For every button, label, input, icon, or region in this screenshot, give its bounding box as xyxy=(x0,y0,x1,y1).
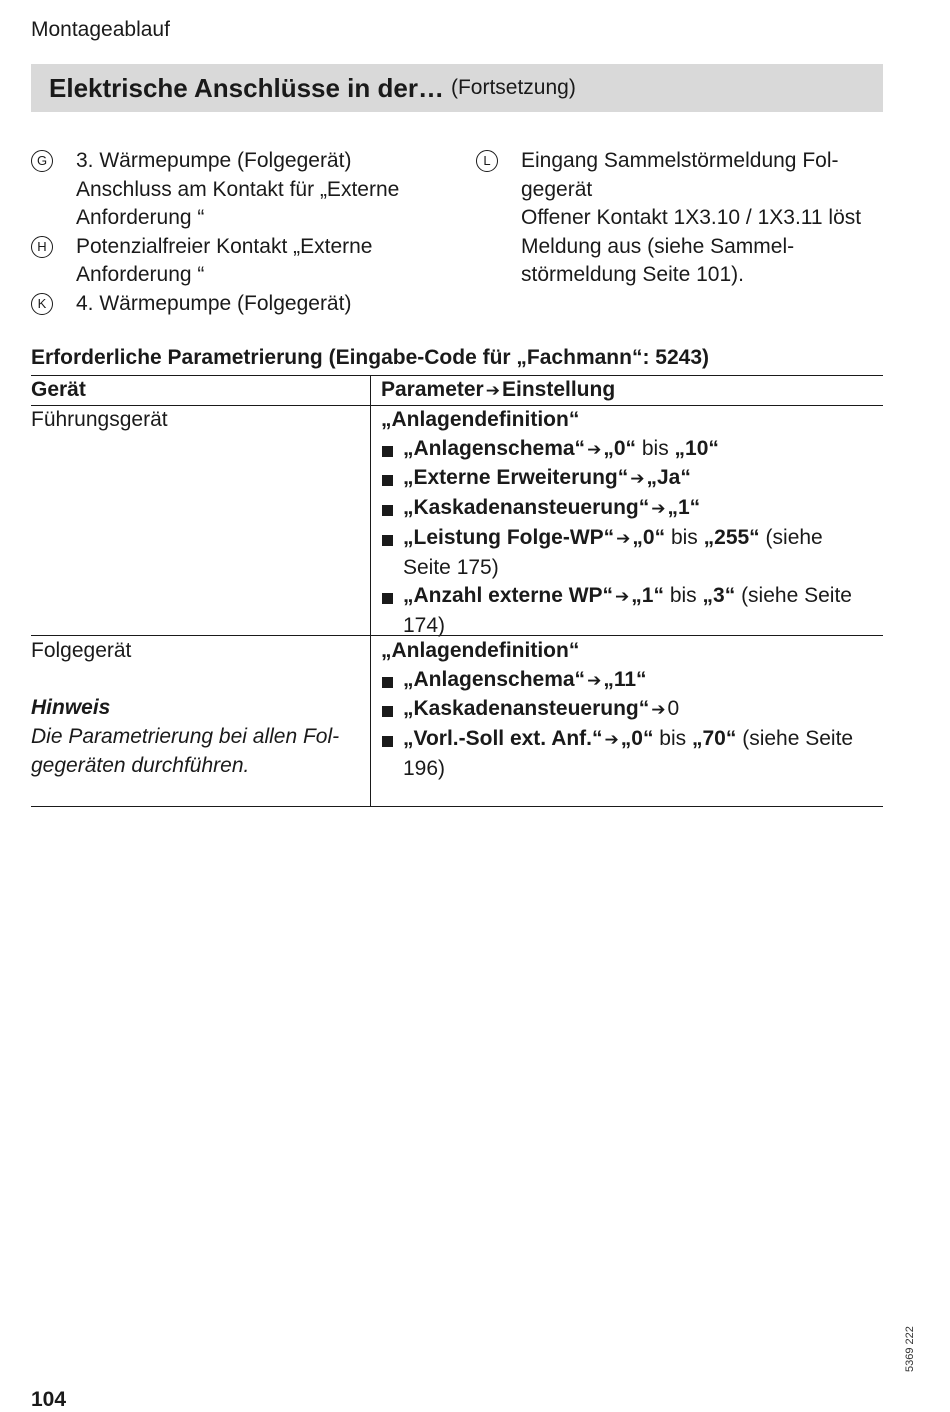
list-item: „Kaskadenansteuerung“ ➔„1“ xyxy=(381,494,876,524)
table-rule-bottom xyxy=(31,806,883,807)
device-folgegeraet-cell xyxy=(31,637,361,781)
arrow-right-icon: ➔ xyxy=(651,700,666,720)
legend-item-k xyxy=(31,290,451,319)
note-title: Hinweis xyxy=(31,696,111,720)
header-parameter: Parameter ➔Einstellung xyxy=(381,378,616,401)
device-fuehrungsgeraet: Führungsgerät xyxy=(31,408,168,431)
param-group: „Anlagendefinition“ xyxy=(381,639,580,662)
page-number: 104 xyxy=(31,1388,67,1411)
arrow-right-icon: ➔ xyxy=(651,499,666,519)
arrow-right-icon: ➔ xyxy=(485,381,500,400)
device-folgegeraet: Folgegerät xyxy=(31,639,132,662)
legend-right xyxy=(476,147,896,290)
arrow-right-icon: ➔ xyxy=(630,469,645,489)
table-column-divider xyxy=(370,376,371,807)
marker-k-icon: K xyxy=(31,293,53,315)
marker-l-icon: L xyxy=(476,150,498,172)
legend-text: Potenzialfreier Kontakt „Externe Anforderung “ xyxy=(76,234,373,286)
arrow-right-icon: ➔ xyxy=(604,730,619,750)
param-cell-folgegeraet xyxy=(381,637,876,784)
legend-text: 3. Wärmepumpe (Folgegerät) Anschluss am Kontakt für „Externe Anforderung “ xyxy=(76,149,400,229)
table-caption: Erforderliche Parametrierung (Eingabe-Code für „Fachmann“: 5243) xyxy=(31,346,709,369)
list-item: „Anlagenschema“ ➔„0“ bis „10“ xyxy=(381,435,876,465)
legend-left xyxy=(31,147,451,318)
marker-h-icon: H xyxy=(31,236,53,258)
legend-item-g xyxy=(31,147,451,233)
legend-text: Eingang Sammelstörmeldung Folgegerät Offener Kontakt 1X3.10 / 1X3.11 löst Meldung aus (siehe Sammelstörmeldung Seite 101). xyxy=(521,149,862,286)
note-text: Die Parametrierung bei allen Folgegeräten durchführen. xyxy=(31,725,340,777)
list-item: „Anlagenschema“ ➔„11“ xyxy=(381,666,876,696)
param-group: „Anlagendefinition“ xyxy=(381,408,580,431)
title-bar xyxy=(31,64,883,112)
page-title: Elektrische Anschlüsse in der… xyxy=(49,72,444,103)
arrow-right-icon: ➔ xyxy=(587,439,602,459)
marker-g-icon: G xyxy=(31,150,53,172)
list-item: „Kaskadenansteuerung“ ➔0 xyxy=(381,695,876,725)
legend-item-l xyxy=(476,147,896,290)
list-item: „Leistung Folge-WP“ ➔„0“ bis „255“ (siehe Seite 175) xyxy=(381,524,876,582)
page-title-suffix: (Fortsetzung) xyxy=(450,76,576,99)
legend-item-h xyxy=(31,233,451,290)
legend-text: 4. Wärmepumpe (Folgegerät) xyxy=(76,291,352,315)
list-item: „Externe Erweiterung“ ➔„Ja“ xyxy=(381,464,876,494)
list-item: „Anzahl externe WP“ ➔„1“ bis „3“ (siehe Seite 174) xyxy=(381,582,876,640)
arrow-right-icon: ➔ xyxy=(616,528,631,548)
arrow-right-icon: ➔ xyxy=(615,587,630,607)
doc-code: 5369 222 xyxy=(904,1326,916,1372)
header-geraet: Gerät xyxy=(31,378,86,401)
list-item: „Vorl.-Soll ext. Anf.“ ➔„0“ bis „70“ (siehe Seite 196) xyxy=(381,725,876,783)
arrow-right-icon: ➔ xyxy=(587,670,602,690)
section-label: Montageablauf xyxy=(31,18,170,41)
param-cell-fuehrungsgeraet xyxy=(381,406,876,641)
